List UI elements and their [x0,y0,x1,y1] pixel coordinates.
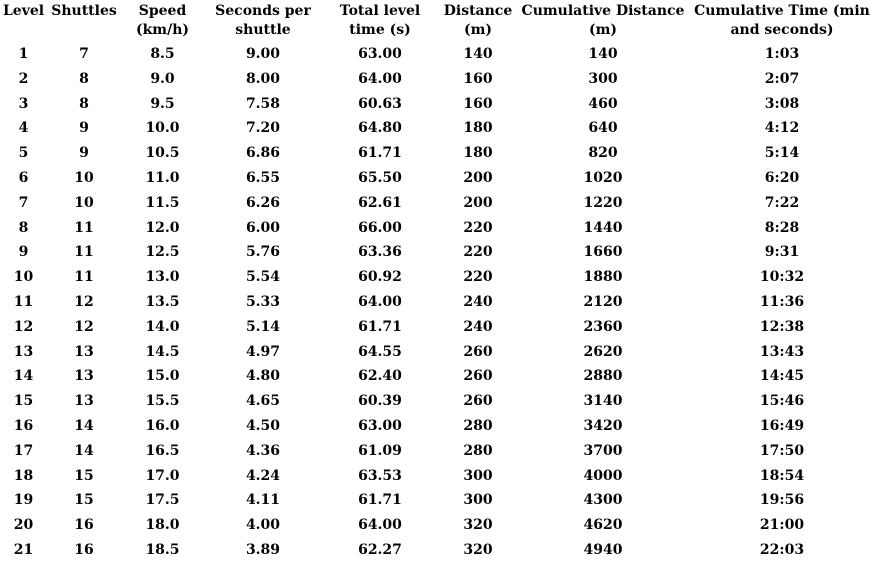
cell-speed: 18.0 [145,517,180,534]
cell-distance: 300 [463,492,493,509]
cell-cumulative-distance: 1660 [583,244,623,261]
cell-shuttles: 11 [74,219,94,236]
cell-seconds-per-shuttle: 4.97 [245,343,281,360]
cell-level: 2 [18,70,29,87]
cell-shuttles: 8 [79,70,89,87]
cell-speed: 8.5 [150,46,175,62]
cell-speed: 11.0 [145,169,180,186]
cell-level: 12 [13,318,34,335]
cell-speed: 14.5 [145,343,180,360]
cell-level: 1 [18,46,29,62]
table-row [0,265,876,290]
cell-shuttles: 13 [74,343,94,360]
header-speed: Speed (km/h) [135,3,190,38]
cell-shuttles: 9 [79,145,89,162]
cell-cumulative-distance: 2360 [583,318,623,335]
cell-level: 11 [13,293,34,310]
cell-distance: 220 [463,219,493,236]
header-total-level-time: Total level time (s) [339,3,421,38]
cell-cumulative-distance: 4940 [583,541,623,558]
cell-shuttles: 11 [74,269,94,286]
cell-cumulative-time: 8:28 [764,219,800,236]
cell-total-level-time: 61.71 [358,318,402,335]
table-row [0,290,876,315]
cell-shuttles: 12 [74,293,94,310]
header-distance: Distance (m) [443,3,513,38]
cell-cumulative-time: 3:08 [764,95,800,112]
cell-seconds-per-shuttle: 7.58 [245,95,281,112]
cell-shuttles: 9 [79,120,89,137]
header-cumulative-time: Cumulative Time (min and seconds) [694,3,870,38]
cell-distance: 200 [463,194,493,211]
table-body [0,42,876,563]
cell-seconds-per-shuttle: 4.24 [245,467,281,484]
cell-cumulative-time: 21:00 [759,517,805,534]
cell-seconds-per-shuttle: 6.55 [245,169,281,186]
cell-cumulative-time: 2:07 [764,70,800,87]
cell-distance: 240 [463,318,493,335]
table-row [0,439,876,464]
cell-cumulative-distance: 4620 [583,517,623,534]
table-row [0,116,876,141]
cell-cumulative-time: 14:45 [759,368,805,385]
header-level: Level [2,3,45,19]
cell-cumulative-time: 5:14 [764,145,800,162]
table-row [0,538,876,563]
cell-distance: 140 [463,46,493,62]
cell-total-level-time: 62.27 [358,541,402,558]
cell-cumulative-time: 15:46 [759,393,805,410]
cell-seconds-per-shuttle: 5.14 [245,318,281,335]
cell-distance: 180 [463,120,493,137]
cell-cumulative-time: 1:03 [764,46,800,62]
cell-level: 6 [18,169,29,186]
cell-level: 18 [13,467,34,484]
cell-speed: 16.5 [145,442,180,459]
cell-cumulative-distance: 640 [588,120,618,137]
cell-seconds-per-shuttle: 6.26 [245,194,281,211]
table-row [0,464,876,489]
cell-shuttles: 16 [74,517,94,534]
cell-speed: 10.5 [145,145,180,162]
cell-total-level-time: 60.92 [358,269,402,286]
cell-cumulative-distance: 2880 [583,368,623,385]
cell-distance: 160 [463,70,493,87]
cell-cumulative-distance: 140 [588,46,618,62]
cell-speed: 10.0 [145,120,180,137]
cell-total-level-time: 64.00 [358,293,402,310]
cell-seconds-per-shuttle: 4.80 [245,368,281,385]
cell-total-level-time: 64.55 [358,343,402,360]
cell-cumulative-distance: 4300 [583,492,623,509]
cell-cumulative-distance: 1880 [583,269,623,286]
cell-distance: 260 [463,343,493,360]
cell-cumulative-distance: 3420 [583,417,623,434]
cell-cumulative-time: 13:43 [759,343,805,360]
cell-distance: 260 [463,393,493,410]
cell-total-level-time: 60.63 [358,95,402,112]
header-row [0,0,876,42]
cell-cumulative-time: 22:03 [759,541,805,558]
cell-cumulative-distance: 2120 [583,293,623,310]
cell-total-level-time: 60.39 [358,393,402,410]
cell-level: 13 [13,343,34,360]
cell-seconds-per-shuttle: 6.86 [245,145,281,162]
cell-level: 14 [13,368,34,385]
table-row [0,67,876,92]
cell-level: 8 [18,219,29,236]
cell-shuttles: 12 [74,318,94,335]
cell-level: 21 [13,541,34,558]
cell-speed: 13.0 [145,269,180,286]
cell-cumulative-distance: 2620 [583,343,623,360]
cell-total-level-time: 62.61 [358,194,402,211]
table-row [0,364,876,389]
cell-total-level-time: 63.00 [358,46,402,62]
cell-cumulative-time: 19:56 [759,492,805,509]
cell-speed: 11.5 [145,194,180,211]
header-cumulative-distance: Cumulative Distance (m) [521,3,685,38]
cell-shuttles: 16 [74,541,94,558]
cell-shuttles: 13 [74,393,94,410]
cell-total-level-time: 63.53 [358,467,402,484]
cell-speed: 18.5 [145,541,180,558]
cell-distance: 320 [463,517,493,534]
cell-shuttles: 15 [74,467,94,484]
cell-seconds-per-shuttle: 9.00 [245,46,281,62]
cell-distance: 220 [463,244,493,261]
cell-cumulative-distance: 460 [588,95,618,112]
cell-level: 5 [18,145,29,162]
cell-seconds-per-shuttle: 5.54 [245,269,281,286]
cell-distance: 280 [463,417,493,434]
cell-distance: 320 [463,541,493,558]
cell-total-level-time: 61.71 [358,145,402,162]
cell-seconds-per-shuttle: 4.65 [245,393,281,410]
table-row [0,141,876,166]
cell-shuttles: 11 [74,244,94,261]
cell-speed: 9.0 [150,70,175,87]
cell-level: 10 [13,269,34,286]
cell-cumulative-distance: 3140 [583,393,623,410]
cell-cumulative-time: 18:54 [759,467,805,484]
table-row [0,513,876,538]
cell-speed: 15.0 [145,368,180,385]
cell-seconds-per-shuttle: 4.11 [245,492,281,509]
cell-level: 4 [18,120,29,137]
cell-cumulative-distance: 300 [588,70,618,87]
cell-speed: 12.5 [145,244,180,261]
cell-cumulative-distance: 4000 [583,467,623,484]
cell-distance: 300 [463,467,493,484]
cell-cumulative-time: 12:38 [759,318,805,335]
cell-total-level-time: 64.00 [358,517,402,534]
cell-shuttles: 14 [74,417,94,434]
cell-speed: 9.5 [150,95,175,112]
cell-cumulative-time: 17:50 [759,442,805,459]
cell-shuttles: 13 [74,368,94,385]
cell-seconds-per-shuttle: 4.36 [245,442,281,459]
cell-total-level-time: 63.00 [358,417,402,434]
cell-total-level-time: 61.71 [358,492,402,509]
cell-cumulative-distance: 1220 [583,194,623,211]
cell-cumulative-time: 4:12 [764,120,800,137]
cell-level: 3 [18,95,29,112]
cell-seconds-per-shuttle: 4.50 [245,417,281,434]
cell-distance: 180 [463,145,493,162]
cell-level: 16 [13,417,34,434]
cell-total-level-time: 66.00 [358,219,402,236]
cell-seconds-per-shuttle: 7.20 [245,120,281,137]
cell-speed: 16.0 [145,417,180,434]
cell-cumulative-distance: 1020 [583,169,623,186]
cell-seconds-per-shuttle: 4.00 [245,517,281,534]
cell-cumulative-time: 11:36 [759,293,805,310]
table-row [0,340,876,365]
cell-speed: 17.5 [145,492,180,509]
cell-distance: 280 [463,442,493,459]
cell-shuttles: 15 [74,492,94,509]
cell-cumulative-distance: 1440 [583,219,623,236]
cell-speed: 12.0 [145,219,180,236]
header-seconds-per-shuttle: Seconds per shuttle [215,3,311,38]
table-row [0,389,876,414]
cell-level: 17 [13,442,34,459]
table-row [0,488,876,513]
cell-cumulative-time: 16:49 [759,417,805,434]
cell-shuttles: 10 [74,194,94,211]
cell-level: 9 [18,244,29,261]
cell-seconds-per-shuttle: 6.00 [245,219,281,236]
cell-cumulative-distance: 3700 [583,442,623,459]
cell-level: 19 [13,492,34,509]
table-row [0,216,876,241]
table-row [0,240,876,265]
cell-seconds-per-shuttle: 5.76 [245,244,281,261]
cell-speed: 17.0 [145,467,180,484]
cell-shuttles: 14 [74,442,94,459]
table-row [0,191,876,216]
cell-shuttles: 8 [79,95,89,112]
cell-level: 15 [13,393,34,410]
table-row [0,42,876,67]
cell-distance: 240 [463,293,493,310]
table-row [0,315,876,340]
cell-seconds-per-shuttle: 5.33 [245,293,281,310]
cell-cumulative-distance: 820 [588,145,618,162]
cell-cumulative-time: 7:22 [764,194,800,211]
cell-seconds-per-shuttle: 3.89 [245,541,281,558]
cell-total-level-time: 61.09 [358,442,402,459]
table-row [0,414,876,439]
cell-level: 20 [13,517,34,534]
cell-distance: 200 [463,169,493,186]
cell-total-level-time: 64.00 [358,70,402,87]
cell-total-level-time: 65.50 [358,169,402,186]
cell-distance: 260 [463,368,493,385]
cell-cumulative-time: 6:20 [764,169,800,186]
cell-level: 7 [18,194,29,211]
cell-speed: 14.0 [145,318,180,335]
cell-cumulative-time: 9:31 [764,244,800,261]
cell-seconds-per-shuttle: 8.00 [245,70,281,87]
cell-speed: 15.5 [145,393,180,410]
cell-shuttles: 10 [74,169,94,186]
header-shuttles: Shuttles [51,3,117,19]
table-row [0,166,876,191]
table-row [0,92,876,117]
cell-shuttles: 7 [79,46,89,62]
cell-distance: 160 [463,95,493,112]
cell-cumulative-time: 10:32 [759,269,805,286]
cell-distance: 220 [463,269,493,286]
cell-speed: 13.5 [145,293,180,310]
cell-total-level-time: 64.80 [358,120,402,137]
cell-total-level-time: 63.36 [358,244,402,261]
cell-total-level-time: 62.40 [358,368,402,385]
